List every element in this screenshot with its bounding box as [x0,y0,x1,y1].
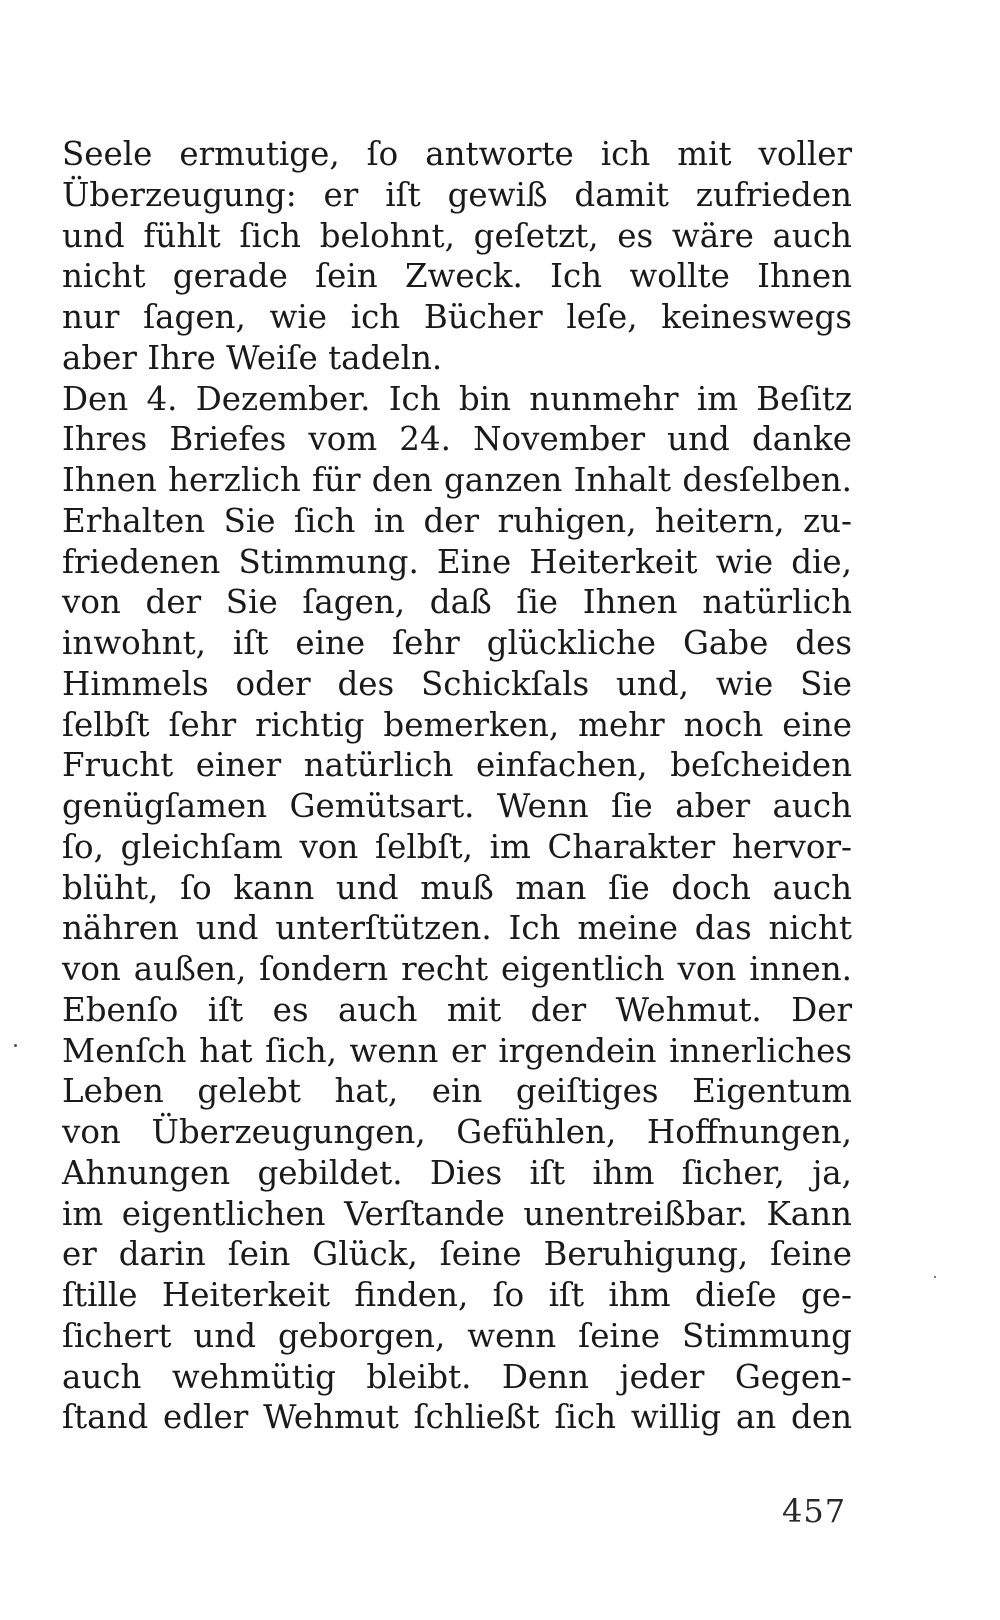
text-line: Ebenſo iſt es auch mit der Wehmut. Der [62,990,852,1029]
text-line: genügſamen Gemütsart. Wenn ſie aber auch [62,787,852,825]
page-number: 457 [782,1492,847,1530]
text-line: auch wehmütig bleibt. Denn jeder Gegen- [62,1357,852,1396]
text-line: Ahnungen gebildet. Dies iſt ihm ſicher, ja, [62,1153,852,1192]
text-line: aber Ihre Weiſe tadeln. [62,338,443,377]
text-line: blüht, ſo kann und muß man ſie doch auch [62,868,852,907]
text-line: er darin ſein Glück, ſeine Beruhigung, ſeine [62,1235,852,1274]
text-line: ſtand edler Wehmut ſchließt ſich willig an den [62,1398,852,1437]
text-line: ſo, gleichſam von ſelbſt, im Charakter hervor- [62,827,852,866]
text-line: ſichert und geborgen, wenn ſeine Stimmung [62,1316,852,1355]
text-line: friedenen Stimmung. Eine Heiterkeit wie die, [62,542,852,581]
text-line: Frucht einer natürlich einfachen, beſcheiden [62,746,852,785]
text-line: nicht gerade ſein Zweck. Ich wollte Ihnen [62,257,852,296]
text-line: ſelbſt ſehr richtig bemerken, mehr noch eine [62,705,852,744]
scan-speck [934,1276,936,1278]
text-line: nur ſagen, wie ich Bücher leſe, keineswegs [62,298,852,336]
text-line: von der Sie ſagen, daß ſie Ihnen natürlich [62,583,852,622]
text-line: Erhalten Sie ſich in der ruhigen, heitern, zu- [62,501,852,540]
text-line: ſtille Heiterkeit finden, ſo iſt ihm dieſe ge- [62,1276,852,1314]
body-text [62,134,852,1438]
text-line: und fühlt ſich belohnt, geſetzt, es wäre auch [62,216,852,255]
text-line: Ihnen herzlich für den ganzen Inhalt desſelben. [62,461,852,499]
text-line: von Überzeugungen, Gefühlen, Hoffnungen, [62,1113,852,1151]
text-line: Den 4. Dezember. Ich bin nunmehr im Beſitz [62,379,852,418]
text-line: Leben gelebt hat, ein geiſtiges Eigentum [62,1072,852,1111]
text-line: Himmels oder des Schickſals und, wie Sie [62,664,852,703]
text-line: inwohnt, iſt eine ſehr glückliche Gabe des [62,624,852,662]
text-line: Seele ermutige, ſo antworte ich mit voller [62,135,852,173]
text-line: Überzeugung: er iſt gewiß damit zufrieden [62,175,852,214]
text-line: nähren und unterſtützen. Ich meine das nicht [62,909,852,948]
text-line: Ihres Briefes vom 24. November und danke [62,420,852,459]
scan-speck [14,1044,17,1047]
text-line: im eigentlichen Verſtande unentreißbar. Kann [62,1194,852,1233]
text-line: Menſch hat ſich, wenn er irgendein innerliches [62,1031,852,1070]
text-line: von außen, ſondern recht eigentlich von innen. [62,950,852,988]
